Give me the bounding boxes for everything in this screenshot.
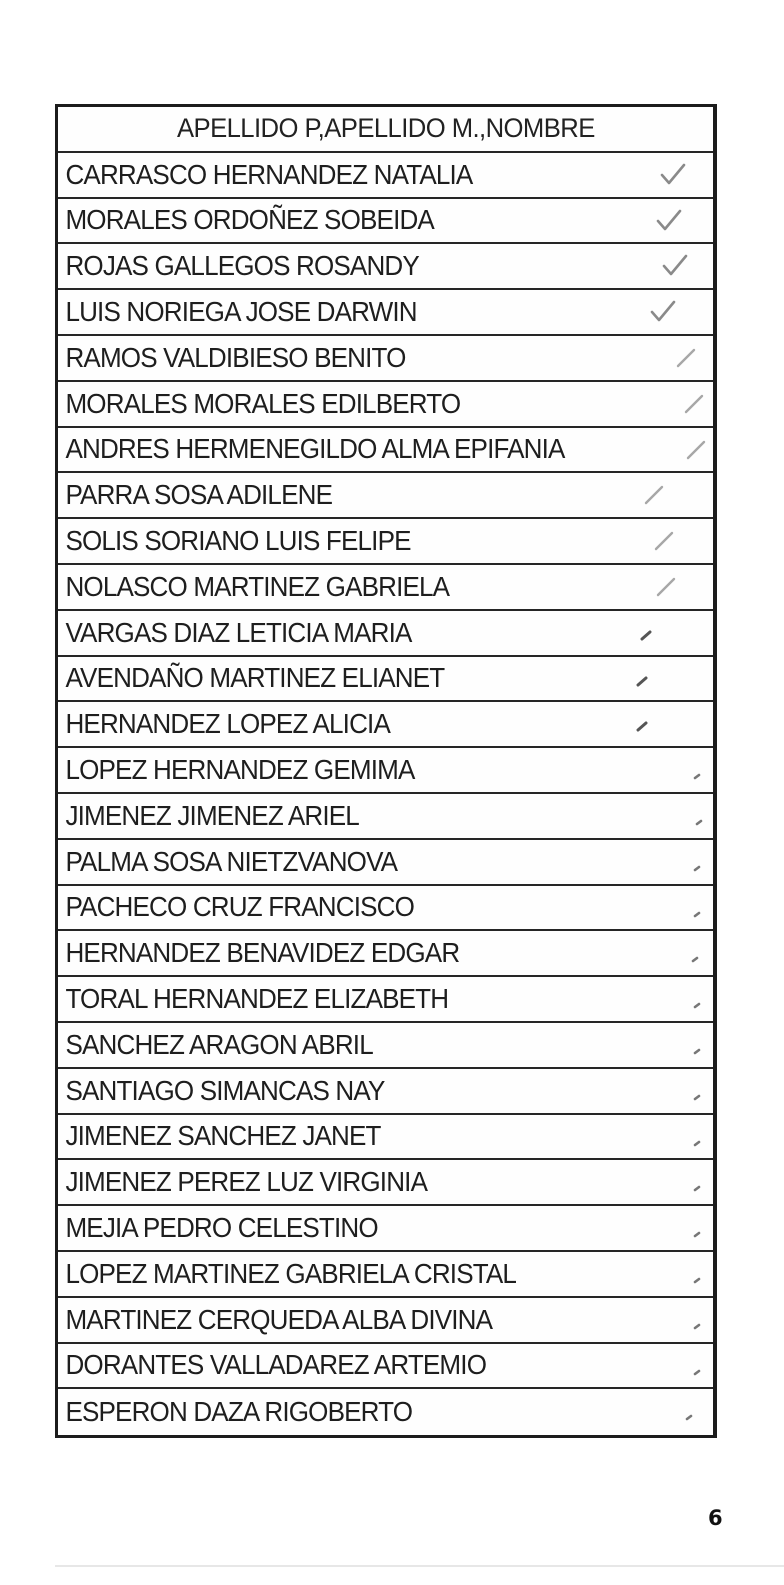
dot-mark-icon [682,800,716,834]
dot-mark-icon [680,1258,714,1292]
dot-mark-icon [680,1304,714,1338]
student-name: CARRASCO HERNANDEZ NATALIA [65,158,473,190]
table-row [58,931,713,977]
table-row [58,519,713,565]
table-row [58,840,713,886]
table-row [58,1023,713,1069]
slash-mark-icon [636,479,670,513]
dot-mark-icon [680,754,714,788]
table-row [58,748,713,794]
student-name: SOLIS SORIANO LUIS FELIPE [65,525,411,557]
check-mark-icon [656,159,690,193]
dot-mark-icon [680,1121,714,1155]
table-row [58,199,713,245]
table-row [58,702,713,748]
dot-mark-icon [678,937,712,971]
dot-mark-icon [680,1350,714,1384]
table-row [58,1252,713,1298]
dot-mark-icon [680,1166,714,1200]
check-mark-icon [658,250,692,284]
table-row [58,657,713,703]
table-row [58,336,713,382]
table-row [58,1160,713,1206]
student-name: TORAL HERNANDEZ ELIZABETH [65,983,449,1015]
student-name: VARGAS DIAZ LETICIA MARIA [65,616,412,648]
slash-mark-icon [678,434,712,468]
tick-mark-icon [626,663,660,697]
table-row [58,1206,713,1252]
table-row [58,611,713,657]
table-header-label: APELLIDO P,APELLIDO M.,NOMBRE [176,113,595,144]
table-row [58,1115,713,1161]
table-row [58,153,713,199]
dot-mark-icon [680,1212,714,1246]
page-number: 6 [708,1506,723,1530]
student-name: LOPEZ HERNANDEZ GEMIMA [65,754,415,786]
dot-mark-icon [680,1075,714,1109]
table-row [58,1344,713,1390]
student-name: MEJIA PEDRO CELESTINO [65,1212,378,1244]
student-name: LOPEZ MARTINEZ GABRIELA CRISTAL [65,1257,517,1289]
table-row [58,886,713,932]
student-name: RAMOS VALDIBIESO BENITO [65,341,406,373]
student-name: HERNANDEZ LOPEZ ALICIA [65,708,390,740]
table-row [58,794,713,840]
slash-mark-icon [646,525,680,559]
student-name: SANCHEZ ARAGON ABRIL [65,1028,373,1060]
student-name: MORALES ORDOÑEZ SOBEIDA [65,204,434,236]
student-name: DORANTES VALLADAREZ ARTEMIO [65,1349,487,1381]
student-name: MARTINEZ CERQUEDA ALBA DIVINA [65,1303,493,1335]
dot-mark-icon [680,846,714,880]
slash-mark-icon [668,342,702,376]
student-name: SANTIAGO SIMANCAS NAY [65,1074,385,1106]
table-body [58,153,713,1435]
student-name: JIMENEZ JIMENEZ ARIEL [65,799,359,831]
student-name: PARRA SOSA ADILENE [65,479,333,511]
check-mark-icon [646,296,680,330]
table-row [58,382,713,428]
student-name: PACHECO CRUZ FRANCISCO [65,891,415,923]
student-name: ROJAS GALLEGOS ROSANDY [65,250,419,282]
tick-mark-icon [626,708,660,742]
table-row [58,977,713,1023]
table-row [58,473,713,519]
table-row [58,565,713,611]
slash-mark-icon [648,571,682,605]
student-name: NOLASCO MARTINEZ GABRIELA [65,570,450,602]
table-header-row [58,107,713,153]
table-row [58,428,713,474]
page-bottom-rule [55,1565,784,1567]
table-row [58,1389,713,1435]
table-row [58,1069,713,1115]
slash-mark-icon [676,388,710,422]
student-name: LUIS NORIEGA JOSE DARWIN [65,296,417,328]
table-row [58,244,713,290]
student-name: JIMENEZ SANCHEZ JANET [65,1120,381,1152]
dot-mark-icon [680,983,714,1017]
student-name: ANDRES HERMENEGILDO ALMA EPIFANIA [65,433,565,465]
student-name: PALMA SOSA NIETZVANOVA [65,845,398,877]
dot-mark-icon [680,892,714,926]
student-name: HERNANDEZ BENAVIDEZ EDGAR [65,937,460,969]
check-mark-icon [652,205,686,239]
dot-mark-icon [672,1395,706,1429]
table-row [58,1298,713,1344]
tick-mark-icon [630,617,664,651]
student-name: MORALES MORALES EDILBERTO [65,387,461,419]
attendance-table [55,104,717,1438]
student-name: AVENDAÑO MARTINEZ ELIANET [65,662,445,694]
student-name: JIMENEZ PEREZ LUZ VIRGINIA [65,1166,428,1198]
table-row [58,290,713,336]
student-name: ESPERON DAZA RIGOBERTO [65,1396,413,1428]
dot-mark-icon [680,1029,714,1063]
